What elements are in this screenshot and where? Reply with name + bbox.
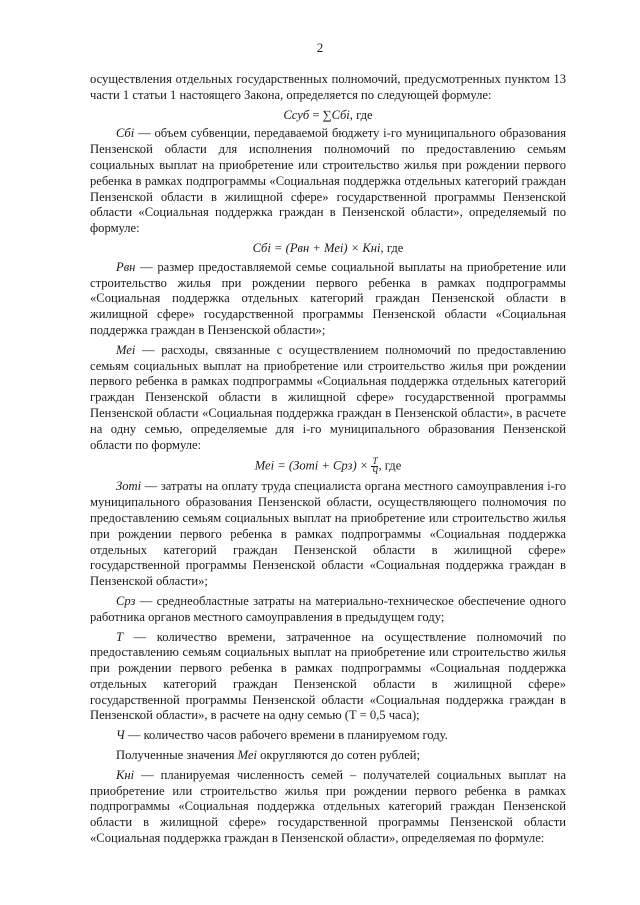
definition-zot bbox=[90, 479, 566, 590]
formula-expression: = (Рвн + Меi) × Кнi bbox=[270, 240, 381, 255]
definition-kn bbox=[90, 768, 566, 847]
fraction-numerator: T bbox=[372, 456, 378, 467]
definition-term: T bbox=[116, 629, 124, 644]
intro-paragraph: осуществления отдельных государственных полномочий, предусмотренных пунктом 13 части 1 статьи 1 настоящего Закона, определяется по следующей формуле: bbox=[90, 72, 566, 102]
definition-text: — количество времени, затраченное на осуществление полномочий по предоставлению семьям социальных выплат на приобретение или строительство жилья при рождении первого ребенка в рамках подпрограммы «Социальная поддержка отдельных категорий граждан Пензенской области в жилищной сфере» государственной программы Пензенской области «Социальная поддержка граждан в Пензенской области», в расчете на одну семью (T = 0,5 часа); bbox=[90, 629, 566, 723]
definition-text: — планируемая численность семей – получателей социальных выплат на приобретение или строительство жилья при рождении первого ребенка в рамках подпрограммы «Социальная поддержка отдельных категорий граждан Пензенской области в жилищной сфере» государственной программы Пензенской области «Социальная поддержка граждан в Пензенской области», определяемая по формуле: bbox=[90, 767, 566, 846]
definition-term: Cбi bbox=[116, 126, 135, 141]
formula-expression: Меi = (Зотi + Срз) × bbox=[254, 458, 372, 473]
formula-term: Cбi bbox=[331, 107, 350, 122]
definition-t bbox=[90, 630, 566, 725]
rounding-note bbox=[90, 748, 566, 764]
definition-srz bbox=[90, 594, 566, 626]
page-number: 2 bbox=[316, 40, 324, 55]
formula-me bbox=[90, 457, 566, 476]
definition-text: — размер предоставляемой семье социальной выплаты на приобретение или строительство жилья при рождении первого ребенка в рамках подпрограммы «Социальная поддержка отдельных категорий граждан Пензенской области в жилищной сфере» государственной программы Пензенской области «Социальная поддержка граждан в Пензенской области»; bbox=[90, 259, 566, 337]
definition-term: Меi bbox=[237, 748, 257, 763]
formula-tail: , где bbox=[349, 107, 373, 122]
definition-rvn bbox=[90, 260, 566, 339]
formula-term: Cсуб bbox=[283, 107, 310, 122]
note-text: Полученные значения bbox=[116, 748, 238, 763]
definition-term: Срз bbox=[116, 593, 136, 608]
formula-tail: , где bbox=[380, 240, 404, 255]
definition-text: — расходы, связанные с осуществлением полномочий по предоставлению семьям социальных выплат на приобретение или строительство жилья при рождении первого ребенка в рамках подпрограммы «Социальная поддержка отдельных категорий граждан Пензенской области в жилищной сфере» государственной программы Пензенской области «Социальная поддержка граждан в Пензенской области», в расчете на одну семью, определяемые для i-го муниципального образования Пензенской области по формуле: bbox=[90, 342, 566, 452]
definition-term: Зотi bbox=[116, 479, 142, 494]
fraction-denominator: Ч bbox=[371, 466, 379, 477]
definition-term: Ч bbox=[116, 728, 125, 743]
definition-text: — затраты на оплату труда специалиста органа местного самоуправления i-го муниципального образования Пензенской области, осуществляющего полномочия по предоставлению семьям социальных выплат на приобретение или строительство жилья при рождении первого ребенка в рамках подпрограммы «Социальная поддержка отдельных категорий граждан Пензенской области в жилищной сфере» государственной программы Пензенской области «Социальная поддержка граждан в Пензенской области»; bbox=[90, 479, 566, 589]
formula-tail: , где bbox=[378, 458, 402, 473]
definition-cbi bbox=[90, 126, 566, 237]
note-text: округляются до сотен рублей; bbox=[256, 748, 421, 763]
formula-subvention-total bbox=[90, 108, 566, 124]
definition-term: Меi bbox=[116, 342, 136, 357]
document-body bbox=[90, 72, 566, 847]
definition-text: — объем субвенции, передаваемой бюджету i-го муниципального образования Пензенской области для исполнения полномочий по предоставлению семьям социальных выплат на приобретение или строительство жилья при рождении первого ребенка в рамках подпрограммы «Социальная поддержка отдельных категорий граждан Пензенской области в жилищной сфере» государственной программы Пензенской области «Социальная поддержка граждан в Пензенской области», определяемый по формуле: bbox=[90, 126, 566, 236]
definition-me bbox=[90, 343, 566, 454]
definition-term: Кнi bbox=[116, 767, 135, 782]
definition-text: — среднеобластные затраты на материально-техническое обеспечение одного работника органов местного самоуправления в предыдущем году; bbox=[90, 593, 566, 624]
formula-cbi bbox=[90, 241, 566, 257]
formula-operator: = ∑ bbox=[309, 107, 332, 122]
definition-ch bbox=[90, 728, 566, 744]
definition-text: — количество часов рабочего времени в планируемом году. bbox=[124, 728, 448, 743]
definition-term: Рвн bbox=[116, 259, 136, 274]
formula-term: Cбi bbox=[252, 240, 271, 255]
